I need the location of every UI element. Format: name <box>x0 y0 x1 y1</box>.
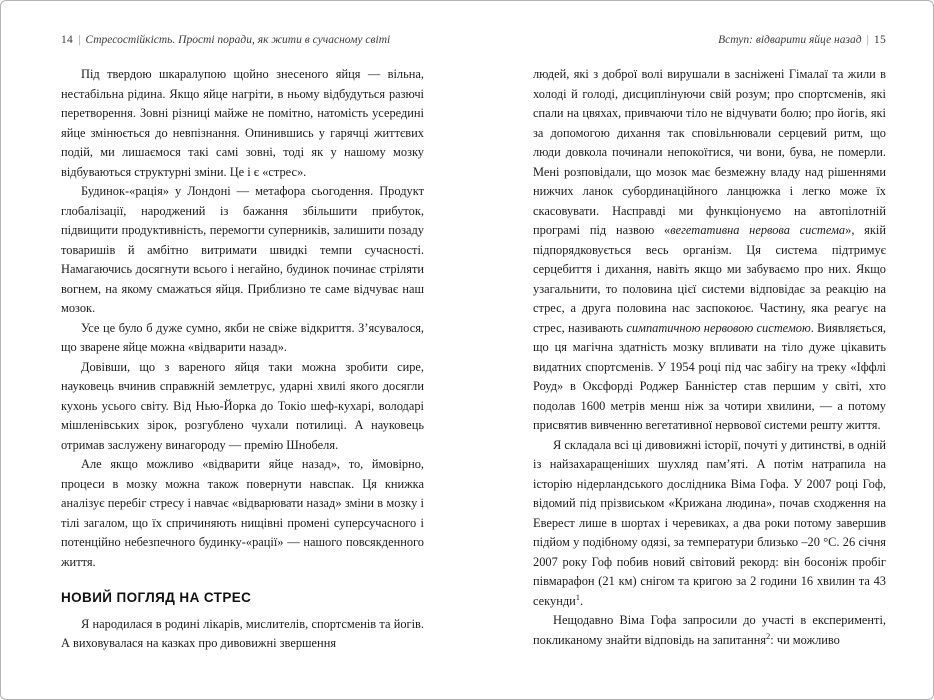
footnote-marker: 2 <box>766 630 771 641</box>
section-heading: НОВИЙ ПОГЛЯД НА СТРЕС <box>61 590 252 605</box>
right-header-separator: | <box>866 34 869 46</box>
left-header-separator: | <box>78 34 81 46</box>
right-running-title: Вступ: відварити яйце назад <box>718 34 862 46</box>
paragraph: Я народилася в родині лікарів, мислителів, спортсменів та йогів. А виховувалася на казках про дивовижні звершення <box>61 616 424 650</box>
paragraph: Усе це було б дуже сумно, якби не свіже відкриття. З’ясувалося, що зварене яйце можна «відварити назад». <box>61 320 424 354</box>
paragraph: Під твердою шкаралупою щойно знесеного яйця — вільна, нестабільна рідина. Якщо яйце нагріти, в ньому відбудуться разючі перетворення. Зовні різниці майже не помітно, натомість усередині яйце змінюється до невпізнання. Опинившись у гарячці життєвих подій, ми лишаємося такі самі зовні, тоді як у нашому мозку відбуваються структурні зміни. Це і є «стрес». <box>61 67 424 179</box>
page-left <box>61 1 424 699</box>
page-right <box>533 1 886 699</box>
page-right-body <box>533 65 886 650</box>
paragraph: Довівши, що з вареного яйця таки можна зробити сире, науковець вчинив справжній землетрус, ударні хвилі якого досягли кухонь усього світу. Від Нью-Йорка до Токіо шеф-кухарі, володарі мішленівських зірок, розгублено чухали потилиці. А науковець отримав заслужену винагороду — премію Шнобеля. <box>61 359 424 452</box>
footnote-marker: 1 <box>575 591 581 602</box>
page-left-header <box>61 34 424 46</box>
emphasis-text: вегетативна нервова система <box>670 223 846 237</box>
paragraph: Я складала всі ці дивовижні історії, почуті у дитинстві, в одній із найзахаращеніших шухляд пам’яті. А потім натрапила на історію нідерландського дослідника Віма Гофа. У 2007 році Гоф, відомий під прізвиськом «Крижана людина», почав сходження на Еверест лише в шортах і черевиках, а два роки потому завершив підйом у подібному одязі, за температури близько –20 °C. 26 січня 2007 року Гоф побив новий світовий рекорд: він босоніж пробіг півмарафон (21 км) снігом та кригою за 2 години 16 хвилин та 43 секунди$^1$. <box>533 437 887 608</box>
page-left-body <box>61 65 424 654</box>
paragraph: Будинок-«рація» у Лондоні — метафора сьогодення. Продукт глобалізації, народжений із бажання збільшити прибуток, підвищити продуктивність, перемогти суперників, залишити позаду товаришів й амбітно витримати швидкі темпи сучасності. Намагаючись досягнути всього і негайно, будинок починає стріляти вогнем, на якому смажаться яйця. Приблизно те саме відчуває наш мозок. <box>61 184 424 315</box>
emphasis-text: симпатичною нервовою системою <box>626 320 811 335</box>
page-right-header <box>533 34 886 46</box>
left-page-number: 14 <box>61 34 74 46</box>
paragraph: людей, які з доброї волі вирушали в засніжені Гімалаї та жили в холоді й голоді, дисциплінуючи свій розум; про спортсменів, які спали на цвяхах, привчаючи тіло не відчувати болю; про йогів, які за допомогою дихання так сповільнювали серцевий ритм, що люди довкола починали непокоїтися, чи вони, бува, не померли. Мені розповідали, що мозок має безмежну владу над рішеннями нижчих ланок субординаційного ланцюжка і легко може їх скасовувати. Насправді ми функціонуємо на автопілотній програмі під назвою «вегетативна нервова система», якій підпорядковується весь організм. Ця система підтримує серцебиття і дихання, навіть якщо ми забуваємо про них. Якщо узагальнити, то половина цієї системи відповідає за реакцію на стрес, а друга половина нас заспокоює. Частину, яка реагує на стрес, називають симпатичною нервовою системою. Виявляється, що ця магічна здатність мозку впливати на тіло дуже цікавить видатних спортсменів. У 1954 році під час забігу на треку «Іффлі Роуд» в Оксфорді Роджер Банністер став першим у світі, хто подолав 1600 метрів менш ніж за чотири хвилини, — а потому присвятив вивченню вегетативної нервової системи решту життя. <box>533 67 886 432</box>
right-page-number: 15 <box>873 34 886 46</box>
left-running-title: Стресостійкість. Прості поради, як жити в сучасному світі <box>85 34 391 46</box>
paragraph: Нещодавно Віма Гофа запросили до участі в експерименті, покликаному знайти відповідь на запитання$^2$: чи можливо <box>533 613 886 647</box>
paragraph: Але якщо можливо «відварити яйце назад», то, ймовірно, процеси в мозку можна також повернути навспак. Ця книжка аналізує перебіг стресу і навчає «відварювати назад» зміни в мозку і тілі загалом, що їх спричиняють нищівні промені суперсучасного і потенційно небезпечного будинку-«рації» — нашого повсякденного життя. <box>61 457 424 569</box>
